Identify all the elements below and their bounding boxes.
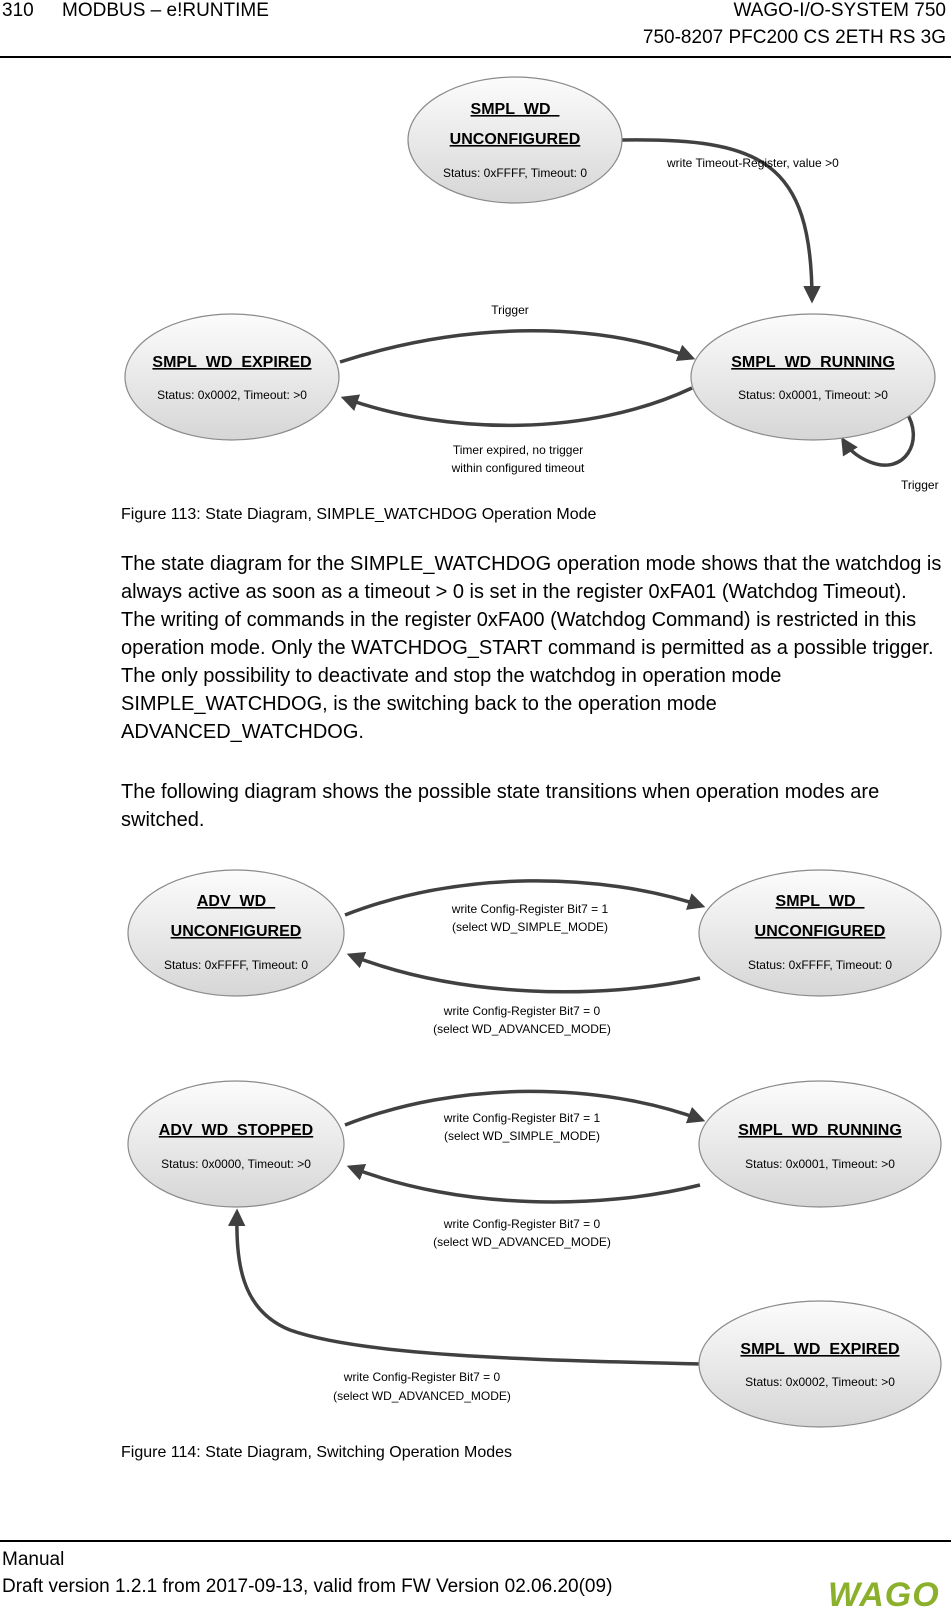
- wago-logo: [826, 1570, 948, 1612]
- state-smpl-wd-unconfigured: [408, 77, 622, 203]
- footer-rule: [0, 1540, 951, 1542]
- figure-113-diagram: [0, 70, 951, 500]
- body-paragraph: The state diagram for the SIMPLE_WATCHDOG operation mode shows that the watchdog is always active as soon as a timeout > 0 is set in the register 0xFA01 (Watchdog Timeout). The writing of commands in the register 0xFA00 (Watchdog Command) is restricted in this operation mode. Only the WATCHDOG_START command is permitted as a possible trigger. The only possibility to deactivate and stop the watchdog in operation mode SIMPLE_WATCHDOG, is the switching back to the operation mode ADVANCED_WATCHDOG.: [121, 553, 942, 743]
- state-title: SMPL_WD_: [470, 101, 560, 118]
- state-title: SMPL_WD_RUNNING: [731, 354, 895, 371]
- state-status: Status: 0xFFFF, Timeout: 0: [747, 958, 893, 972]
- label-select-advanced: write Config-Register Bit7 = 0: [343, 1370, 501, 1384]
- state-title: UNCONFIGURED: [170, 923, 302, 940]
- label-select-advanced: (select WD_ADVANCED_MODE): [433, 1022, 611, 1036]
- label-select-simple: write Config-Register Bit7 = 1: [451, 902, 609, 916]
- footer-doc-type: Manual: [2, 1549, 65, 1570]
- label-select-advanced: (select WD_ADVANCED_MODE): [333, 1389, 511, 1403]
- state-adv-wd-unconfigured: [128, 870, 344, 996]
- label-select-advanced: write Config-Register Bit7 = 0: [443, 1217, 601, 1231]
- state-status: Status: 0x0001, Timeout: >0: [745, 1157, 895, 1171]
- state-status: Status: 0x0002, Timeout: >0: [157, 388, 307, 402]
- state-status: Status: 0xFFFF, Timeout: 0: [442, 166, 588, 180]
- label-select-simple: write Config-Register Bit7 = 1: [443, 1111, 601, 1125]
- chapter-title: MODBUS – e!RUNTIME: [62, 0, 269, 21]
- state-title: SMPL_WD_EXPIRED: [152, 354, 312, 371]
- logo-text: WAGO: [828, 1576, 940, 1612]
- header-rule: [0, 56, 951, 58]
- label-trigger: Trigger: [491, 303, 529, 317]
- state-title: ADV_WD_: [196, 893, 276, 910]
- state-title: SMPL_WD_RUNNING: [738, 1122, 902, 1139]
- state-status: Status: 0x0000, Timeout: >0: [161, 1157, 311, 1171]
- product-title: 750-8207 PFC200 CS 2ETH RS 3G: [642, 27, 946, 48]
- label-timer-expired: Timer expired, no trigger: [452, 443, 584, 457]
- label-trigger-self: Trigger: [901, 478, 939, 492]
- arrow-trigger-expired-to-running: [340, 331, 692, 362]
- state-smpl-wd-expired: [125, 314, 339, 440]
- state-title: ADV_WD_STOPPED: [158, 1122, 314, 1139]
- label-select-simple: (select WD_SIMPLE_MODE): [443, 1129, 601, 1143]
- state-title: UNCONFIGURED: [754, 923, 886, 940]
- state-smpl-wd-running: [699, 1081, 941, 1207]
- state-smpl-wd-running: [691, 314, 935, 440]
- label-select-advanced: (select WD_ADVANCED_MODE): [433, 1235, 611, 1249]
- state-status: Status: 0x0001, Timeout: >0: [738, 388, 888, 402]
- figure-113-caption: Figure 113: State Diagram, SIMPLE_WATCHDOG Operation Mode: [121, 506, 597, 523]
- arrow-timer-expired: [344, 388, 692, 425]
- state-status: Status: 0x0002, Timeout: >0: [745, 1375, 895, 1389]
- system-title: WAGO-I/O-SYSTEM 750: [733, 0, 946, 21]
- label-select-simple: (select WD_SIMPLE_MODE): [451, 920, 609, 934]
- figure-114-diagram: [0, 855, 951, 1435]
- state-smpl-wd-unconfigured: [699, 870, 941, 996]
- figure-114-caption: Figure 114: State Diagram, Switching Operation Modes: [121, 1444, 513, 1461]
- body-paragraph: The following diagram shows the possible state transitions when operation modes are switched.: [121, 781, 880, 831]
- state-status: Status: 0xFFFF, Timeout: 0: [163, 958, 309, 972]
- state-smpl-wd-expired: [699, 1301, 941, 1427]
- state-title: UNCONFIGURED: [449, 131, 581, 148]
- label-write-timeout: write Timeout-Register, value >0: [667, 156, 839, 170]
- state-title: SMPL_WD_: [775, 893, 865, 910]
- state-title: SMPL_WD_EXPIRED: [740, 1341, 900, 1358]
- label-select-advanced: write Config-Register Bit7 = 0: [443, 1004, 601, 1018]
- arrow-select-advanced-upper: [350, 955, 700, 992]
- label-timer-expired: within configured timeout: [451, 461, 585, 475]
- state-adv-wd-stopped: [128, 1081, 344, 1207]
- footer-version: Draft version 1.2.1 from 2017-09-13, valid from FW Version 02.06.20(09): [2, 1576, 613, 1597]
- arrow-select-advanced-lower: [350, 1167, 700, 1202]
- page-number: 310: [2, 0, 34, 21]
